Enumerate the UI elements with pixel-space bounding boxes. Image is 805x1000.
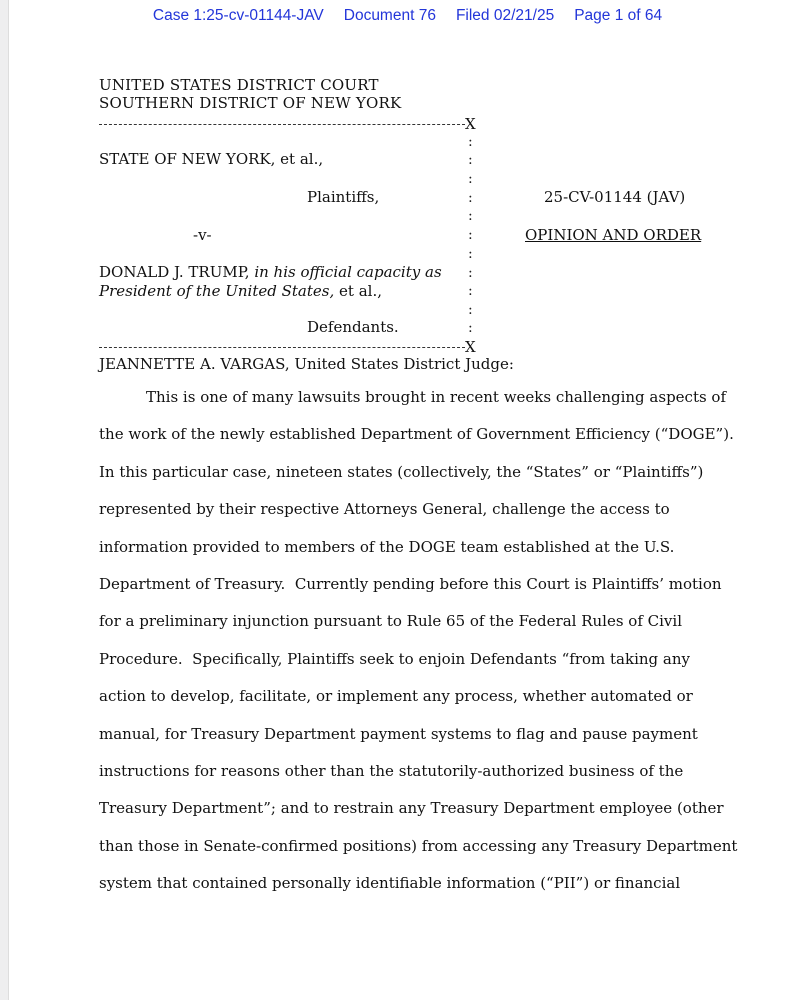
caption-colon: : [468, 190, 473, 206]
caption-colon: : [468, 152, 473, 168]
body-text-line: In this particular case, nineteen states (collectively, the “States” or “Plaintiffs”) [99, 462, 704, 481]
case-number: 25-CV-01144 (JAV) [544, 188, 686, 206]
document-title: OPINION AND ORDER [525, 226, 702, 244]
caption-colon: : [468, 246, 473, 262]
versus-mark: -v- [193, 226, 212, 244]
body-text-line: information provided to members of the DOGE team established at the U.S. [99, 537, 675, 556]
body-text-line: system that contained personally identifiable information (“PII”) or financial [99, 874, 681, 893]
judge-line: JEANNETTE A. VARGAS, United States District Judge: [99, 355, 514, 373]
caption-top-x: X [465, 115, 476, 133]
body-text-line: than those in Senate-confirmed positions) from accessing any Treasury Department [99, 836, 738, 855]
stamp-case-number: Case 1:25-cv-01144-JAV [152, 7, 324, 24]
body-text-line: Treasury Department”; and to restrain any Treasury Department employee (other [99, 799, 724, 818]
caption-bottom-x: X [465, 338, 476, 356]
court-name-line-1: UNITED STATES DISTRICT COURT [99, 76, 379, 94]
caption-colon: : [468, 134, 473, 150]
stamp-document-number: Document 76 [343, 7, 436, 24]
caption-colon: : [468, 320, 473, 336]
defendant-line-2 [99, 284, 382, 299]
defendant-etal: et al., [339, 282, 382, 300]
caption-colon: : [468, 227, 473, 243]
defendant-name: DONALD J. TRUMP, [99, 263, 250, 281]
caption-colon: : [468, 208, 473, 224]
body-text-line: the work of the newly established Department of Government Efficiency (“DOGE”). [99, 425, 734, 444]
defendant-capacity: in his official capacity as [254, 263, 442, 281]
defendant-title: President of the United States, [99, 282, 335, 300]
caption-colon: : [468, 302, 473, 318]
caption-colon: : [468, 171, 473, 187]
plaintiff-name: STATE OF NEW YORK, et al., [99, 150, 324, 168]
caption-colon: : [468, 283, 473, 299]
body-text-line: manual, for Treasury Department payment systems to flag and pause payment [99, 724, 698, 743]
body-text-line: This is one of many lawsuits brought in recent weeks challenging aspects of [146, 388, 727, 406]
ecf-header-stamp [9, 7, 805, 25]
body-text-line: for a preliminary injunction pursuant to Rule 65 of the Federal Rules of Civil [99, 612, 682, 631]
caption-bottom-rule [99, 347, 465, 348]
caption-top-rule [99, 124, 465, 125]
caption-colon: : [468, 265, 473, 281]
defendants-label: Defendants. [307, 318, 399, 336]
court-name-line-2: SOUTHERN DISTRICT OF NEW YORK [99, 94, 402, 112]
plaintiffs-label: Plaintiffs, [307, 188, 380, 206]
body-text-line: Procedure. Specifically, Plaintiffs seek to enjoin Defendants “from taking any [99, 649, 690, 668]
body-text-line: action to develop, facilitate, or implement any process, whether automated or [99, 687, 693, 706]
stamp-page-count: Page 1 of 64 [574, 7, 663, 24]
document-page [8, 0, 805, 1000]
defendant-line-1 [99, 265, 442, 280]
body-text-line: represented by their respective Attorneys General, challenge the access to [99, 500, 670, 519]
body-text-line: Department of Treasury. Currently pending before this Court is Plaintiffs’ motion [99, 575, 722, 593]
body-text-line: instructions for reasons other than the statutorily-authorized business of the [99, 762, 684, 780]
stamp-filed-date: Filed 02/21/25 [455, 7, 555, 24]
